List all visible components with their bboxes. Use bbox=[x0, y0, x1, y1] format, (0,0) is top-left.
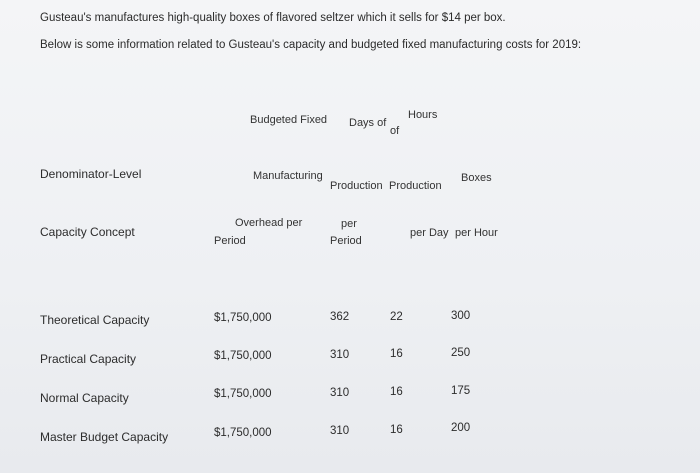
row-hours: 16 bbox=[390, 386, 403, 398]
row-days: 310 bbox=[330, 425, 350, 437]
row-boxes: 300 bbox=[451, 310, 471, 322]
row-concept: Master Budget Capacity bbox=[40, 430, 169, 444]
header-per-hour: per Hour bbox=[455, 227, 498, 239]
row-fixed-cost: $1,750,000 bbox=[214, 388, 272, 400]
header-per-a: per bbox=[341, 218, 357, 230]
row-hours: 16 bbox=[390, 348, 403, 360]
header-per-day: per Day bbox=[410, 227, 449, 239]
header-denominator-level: Denominator-Level bbox=[40, 167, 142, 181]
row-days: 310 bbox=[330, 387, 350, 399]
header-capacity-concept: Capacity Concept bbox=[40, 225, 135, 239]
row-boxes: 175 bbox=[451, 385, 471, 397]
intro-line-1: Gusteau's manufactures high-quality boxes of flavored seltzer which it sells for $14 per box. bbox=[40, 12, 506, 24]
header-days-of: Days of bbox=[349, 117, 387, 129]
row-hours: 16 bbox=[390, 424, 403, 436]
header-manufacturing: Manufacturing bbox=[253, 170, 323, 182]
row-hours: 22 bbox=[390, 311, 403, 323]
header-production-b: Production bbox=[389, 180, 442, 192]
row-concept: Theoretical Capacity bbox=[40, 313, 150, 327]
row-boxes: 250 bbox=[451, 347, 471, 359]
row-fixed-cost: $1,750,000 bbox=[214, 312, 272, 324]
header-period-a: Period bbox=[214, 235, 246, 247]
intro-line-2: Below is some information related to Gusteau's capacity and budgeted fixed manufacturing costs for 2019: bbox=[40, 39, 582, 51]
header-boxes: Boxes bbox=[461, 172, 492, 184]
row-days: 310 bbox=[330, 349, 350, 361]
row-days: 362 bbox=[330, 311, 350, 323]
header-overhead-per: Overhead per bbox=[235, 217, 303, 229]
row-concept: Normal Capacity bbox=[40, 391, 129, 405]
header-period-b: Period bbox=[330, 235, 362, 247]
row-boxes: 200 bbox=[451, 422, 471, 434]
header-production-a: Production bbox=[330, 180, 383, 192]
header-budgeted-fixed: Budgeted Fixed bbox=[250, 114, 328, 126]
row-fixed-cost: $1,750,000 bbox=[214, 350, 272, 362]
header-hours: Hours bbox=[408, 109, 438, 121]
row-fixed-cost: $1,750,000 bbox=[214, 427, 272, 439]
header-of: of bbox=[390, 125, 400, 137]
row-concept: Practical Capacity bbox=[40, 352, 137, 366]
